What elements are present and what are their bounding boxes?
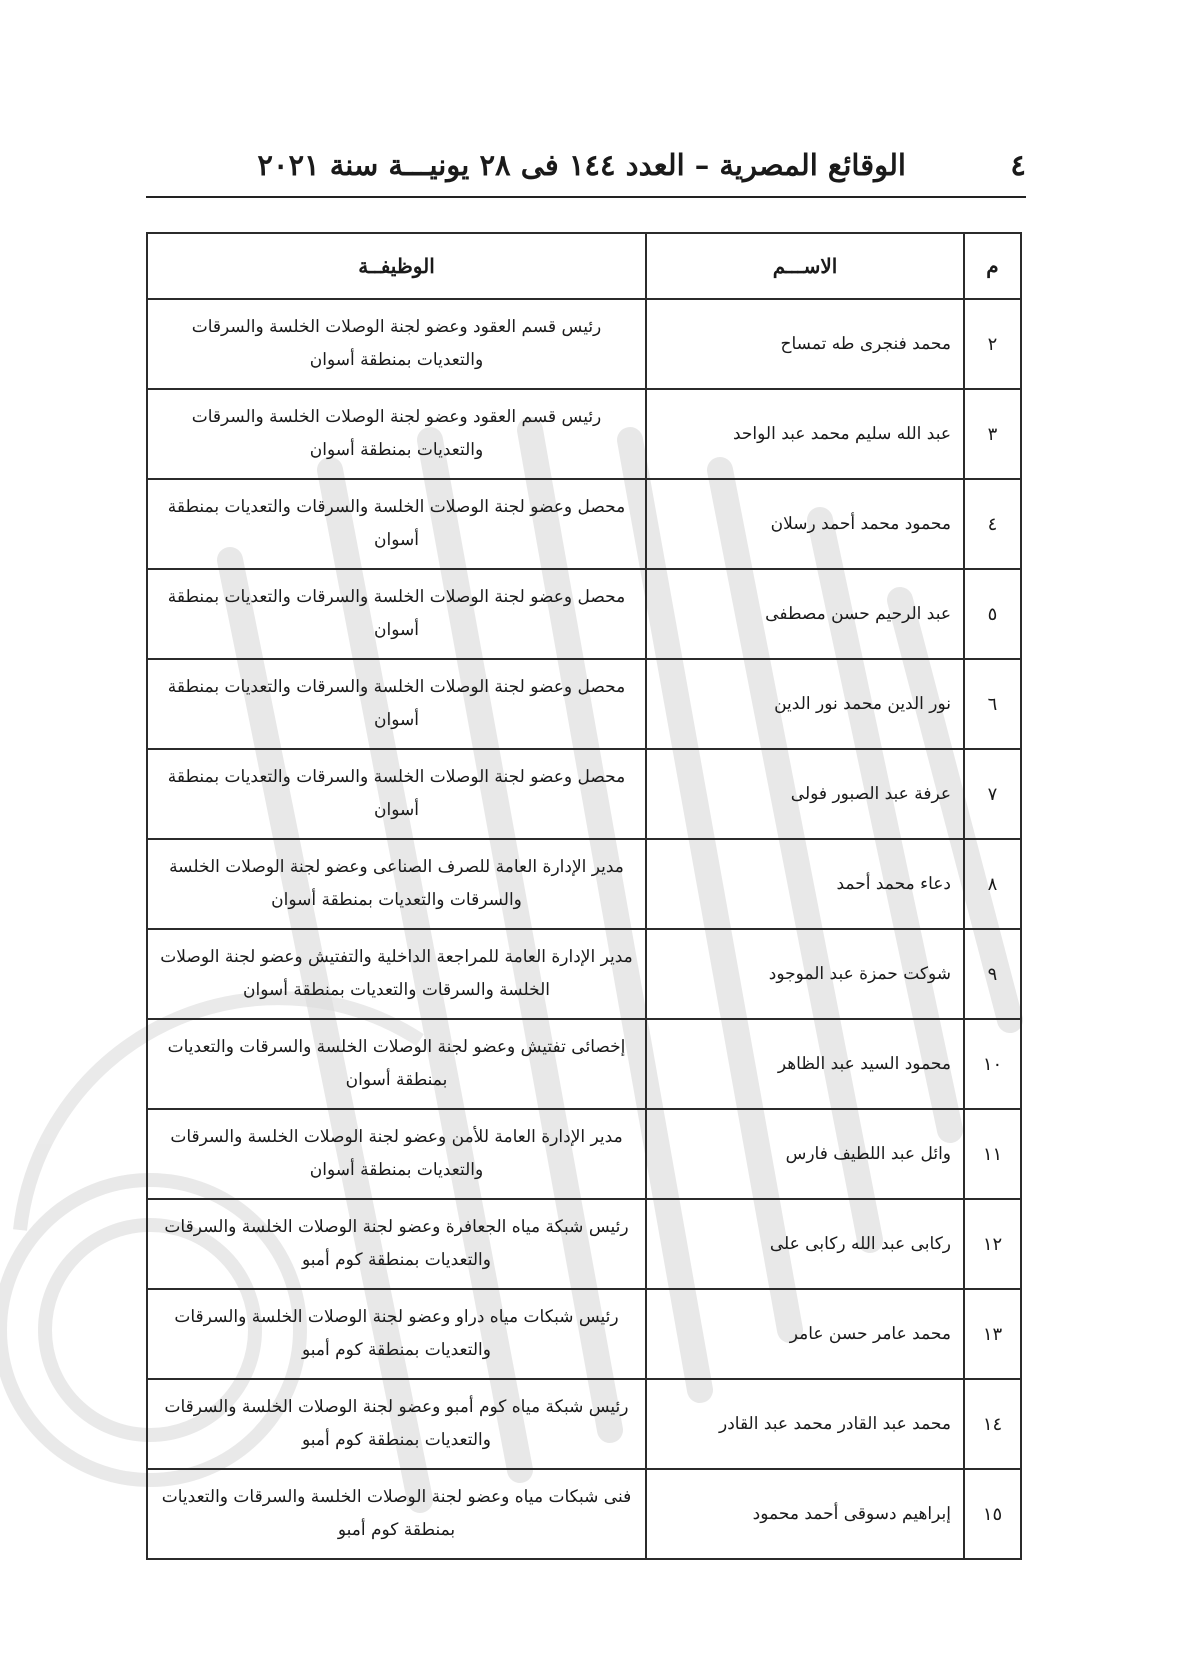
table-row [147,1109,1021,1199]
row-number: ٧ [964,749,1021,839]
table-row [147,479,1021,569]
row-job: محصل وعضو لجنة الوصلات الخلسة والسرقات والتعديات بمنطقة أسوان [147,479,646,569]
row-name: وائل عبد اللطيف فارس [646,1109,964,1199]
employees-table-container [146,232,1020,1560]
row-number: ٤ [964,479,1021,569]
row-name: محمد فنجرى طه تمساح [646,299,964,389]
row-number: ١٣ [964,1289,1021,1379]
row-job: مدير الإدارة العامة للأمن وعضو لجنة الوصلات الخلسة والسرقات والتعديات بمنطقة أسوان [147,1109,646,1199]
table-row [147,1469,1021,1559]
table-row [147,389,1021,479]
row-name: محمود السيد عبد الظاهر [646,1019,964,1109]
row-job: رئيس شبكة مياه كوم أمبو وعضو لجنة الوصلات الخلسة والسرقات والتعديات بمنطقة كوم أمبو [147,1379,646,1469]
row-name: عبد الله سليم محمد عبد الواحد [646,389,964,479]
row-job: فنى شبكات مياه وعضو لجنة الوصلات الخلسة والسرقات والتعديات بمنطقة كوم أمبو [147,1469,646,1559]
row-number: ١٥ [964,1469,1021,1559]
row-number: ٥ [964,569,1021,659]
table-row [147,1019,1021,1109]
row-job: رئيس قسم العقود وعضو لجنة الوصلات الخلسة والسرقات والتعديات بمنطقة أسوان [147,389,646,479]
page-header [146,142,1026,198]
row-number: ١١ [964,1109,1021,1199]
row-name: محمود محمد أحمد رسلان [646,479,964,569]
row-number: ٩ [964,929,1021,1019]
row-job: رئيس شبكات مياه دراو وعضو لجنة الوصلات الخلسة والسرقات والتعديات بمنطقة كوم أمبو [147,1289,646,1379]
employees-table [146,232,1022,1560]
row-name: ركابى عبد الله ركابى على [646,1199,964,1289]
row-job: محصل وعضو لجنة الوصلات الخلسة والسرقات والتعديات بمنطقة أسوان [147,659,646,749]
row-job: رئيس شبكة مياه الجعافرة وعضو لجنة الوصلات الخلسة والسرقات والتعديات بمنطقة كوم أمبو [147,1199,646,1289]
row-name: محمد عبد القادر محمد عبد القادر [646,1379,964,1469]
table-row [147,1379,1021,1469]
row-name: شوكت حمزة عبد الموجود [646,929,964,1019]
row-name: عرفة عبد الصبور فولى [646,749,964,839]
row-number: ١٠ [964,1019,1021,1109]
row-name: محمد عامر حسن عامر [646,1289,964,1379]
row-job: مدير الإدارة العامة للمراجعة الداخلية والتفتيش وعضو لجنة الوصلات الخلسة والسرقات والتعديات بمنطقة أسوان [147,929,646,1019]
table-row [147,299,1021,389]
row-number: ١٤ [964,1379,1021,1469]
table-row [147,569,1021,659]
row-name: إبراهيم دسوقى أحمد محمود [646,1469,964,1559]
table-row [147,749,1021,839]
row-number: ٨ [964,839,1021,929]
page-number: ٤ [1010,148,1026,182]
header-title: الوقائع المصرية – العدد ١٤٤ فى ٢٨ يونيـــة سنة ٢٠٢١ [257,148,906,182]
table-header-row [147,233,1021,299]
table-row [147,1289,1021,1379]
column-header-job: الوظيفــة [147,233,646,299]
row-number: ٣ [964,389,1021,479]
table-row [147,929,1021,1019]
row-name: دعاء محمد أحمد [646,839,964,929]
header-rule [146,196,1026,198]
row-number: ١٢ [964,1199,1021,1289]
table-row [147,659,1021,749]
row-job: مدير الإدارة العامة للصرف الصناعى وعضو لجنة الوصلات الخلسة والسرقات والتعديات بمنطقة أسوان [147,839,646,929]
table-row [147,839,1021,929]
row-name: نور الدين محمد نور الدين [646,659,964,749]
row-number: ٦ [964,659,1021,749]
row-job: محصل وعضو لجنة الوصلات الخلسة والسرقات والتعديات بمنطقة أسوان [147,569,646,659]
row-job: رئيس قسم العقود وعضو لجنة الوصلات الخلسة والسرقات والتعديات بمنطقة أسوان [147,299,646,389]
column-header-number: م [964,233,1021,299]
row-job: محصل وعضو لجنة الوصلات الخلسة والسرقات والتعديات بمنطقة أسوان [147,749,646,839]
row-job: إخصائى تفتيش وعضو لجنة الوصلات الخلسة والسرقات والتعديات بمنطقة أسوان [147,1019,646,1109]
row-name: عبد الرحيم حسن مصطفى [646,569,964,659]
row-number: ٢ [964,299,1021,389]
column-header-name: الاســـم [646,233,964,299]
table-row [147,1199,1021,1289]
